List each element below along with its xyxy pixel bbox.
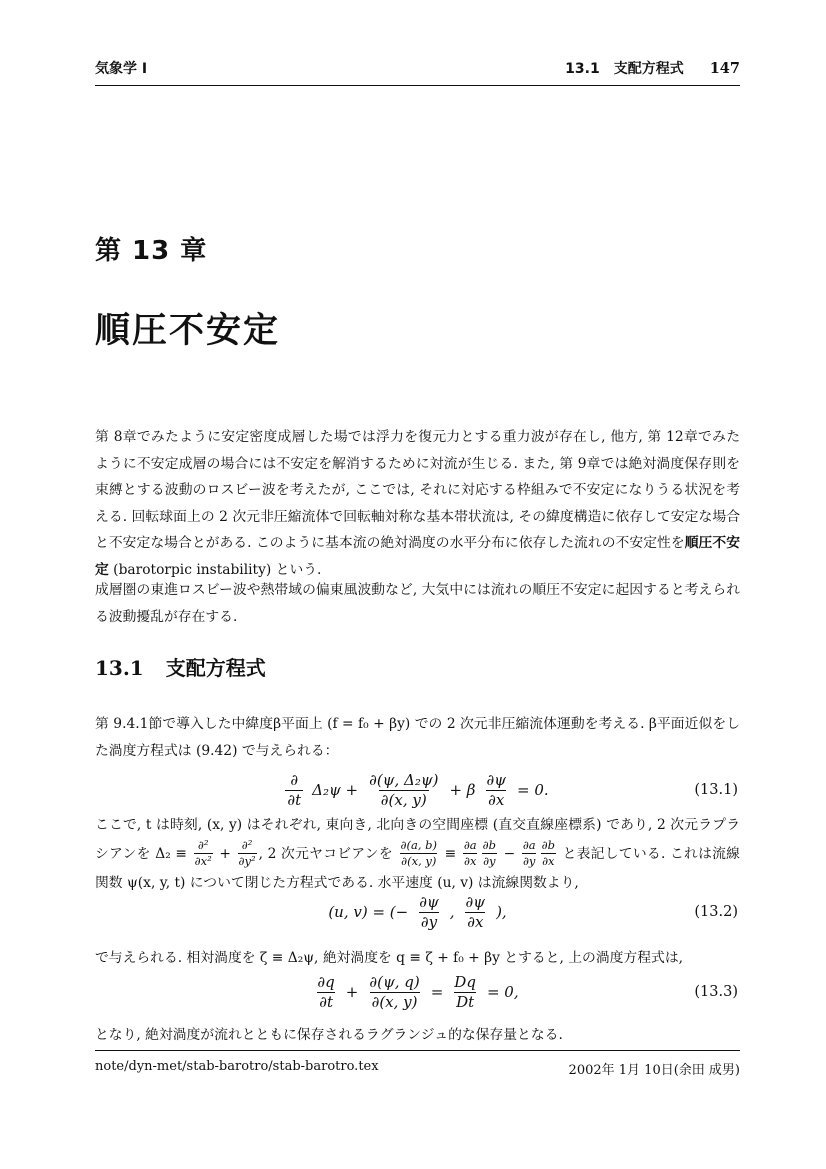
eq1-fraction-jacobian: [367, 771, 440, 810]
inline-fraction-d2dy2: [238, 838, 257, 869]
eq1-frac3-denominator: ∂x: [488, 790, 505, 809]
chapter-title: 順圧不安定: [95, 311, 281, 351]
header-section-ref: 13.1 支配方程式: [565, 61, 684, 77]
inline-fraction-jacobian: [400, 838, 438, 869]
eq3-fraction-jacobian: [367, 973, 421, 1012]
equation-13-1: [95, 766, 740, 814]
eq3-term-3: = 0,: [486, 983, 519, 1001]
page-footer: [95, 1050, 740, 1078]
inline-fraction-dbdy: [482, 838, 497, 869]
p4-frac2-num: ∂²: [241, 838, 253, 852]
eq1-frac1-numerator: ∂: [290, 770, 299, 789]
section-title: 支配方程式: [165, 656, 266, 680]
eq3-term-2: =: [430, 983, 444, 1001]
p4-frac3-den: ∂(x, y): [401, 853, 437, 868]
eq1-fraction-dpsidx: [484, 771, 508, 810]
eq3-frac1-numerator: ∂q: [317, 972, 335, 991]
inline-fraction-dadx: [463, 838, 478, 869]
eq2-frac2-denominator: ∂x: [467, 912, 484, 931]
p4-frac4-den: ∂x: [464, 853, 477, 868]
p4-frac1-den: ∂x²: [194, 853, 212, 868]
p4-frac6-den: ∂y: [522, 853, 536, 868]
inline-fraction-d2dx2: [194, 838, 213, 869]
eq3-fraction-dqdt: [315, 973, 336, 1012]
eq1-frac2-numerator: ∂(ψ, Δ₂ψ): [369, 770, 439, 789]
eq3-frac2-denominator: ∂(x, y): [371, 992, 418, 1011]
eq2-term-2: ,: [449, 903, 455, 921]
equation-number-13-1: (13.1): [694, 782, 738, 798]
inline-fraction-dbdx: [541, 838, 556, 869]
equation-13-2: [95, 888, 740, 936]
bold-term-barotropic-instability: 順圧不安定: [95, 535, 740, 578]
p4-frac5-den: ∂y: [483, 853, 496, 868]
p4-text-2: +: [214, 845, 236, 862]
p4-text-1: ここで, t は時刻, (x, y) はそれぞれ, 東向き, 北向きの空間座標 (直交直線座標系) であり, 2 次元ラプラシアンを Δ₂ ≡: [95, 817, 740, 862]
header-right-group: [565, 58, 740, 78]
paragraph-notation: [95, 812, 740, 897]
footer-file-path: note/dyn-met/stab-barotro/stab-barotro.tex: [95, 1059, 379, 1074]
p4-frac6-num: ∂a: [522, 838, 536, 852]
eq2-frac1-denominator: ∂y: [420, 912, 438, 931]
eq2-frac2-numerator: ∂ψ: [465, 892, 486, 911]
eq2-term-3: ),: [496, 903, 507, 921]
p4-frac7-num: ∂b: [541, 838, 555, 852]
equation-number-13-3: (13.3): [694, 984, 738, 1000]
paragraph-vorticity-defs: で与えられる. 相対渦度を ζ ≡ Δ₂ψ, 絶対渦度を q ≡ ζ + f₀ + βy とすると, 上の渦度方程式は,: [95, 950, 684, 966]
p4-frac4-num: ∂a: [463, 838, 477, 852]
eq1-frac2-denominator: ∂(x, y): [380, 790, 427, 809]
p4-text-5: −: [498, 845, 520, 862]
header-page-number: 147: [709, 60, 740, 77]
eq1-frac1-denominator: ∂t: [287, 790, 302, 809]
equation-13-3: [95, 968, 740, 1016]
p4-text-4: ≡: [440, 845, 461, 862]
header-course-title: 気象学 I: [95, 61, 148, 77]
section-number: 13.1: [95, 656, 144, 680]
page-header: [95, 58, 740, 86]
paragraph-examples: 成層圏の東進ロスビー波や熱帯域の偏東風波動など, 大気中には流れの順圧不安定に起因すると考えられる波動擾乱が存在する.: [95, 582, 740, 625]
p4-frac7-den: ∂x: [542, 853, 555, 868]
paragraph-intro-text-2: (barotorpic instability) という.: [108, 561, 322, 578]
eq2-frac1-numerator: ∂ψ: [419, 892, 439, 911]
p4-frac5-num: ∂b: [482, 838, 496, 852]
eq1-fraction-ddt: [285, 771, 303, 810]
inline-fraction-dady: [522, 838, 537, 869]
paragraph-intro-text-1: 第 8章でみたように安定密度成層した場では浮力を復元力とする重力波が存在し, 他方, 第 12章でみたように不安定成層の場合には不安定を解消するために対流が生じる. また, 第 9章では絶対渦度保存則を束縛とする波動のロスビー波を考えたが, ここでは, それに対応する枠組みで不安定になりうる状況を考える. 回転球面上の 2 次元非圧縮流体で回転軸対称な基本帯状流は, その緯度構造に依存して安定な場合と不安定な場合とがある. このように基本流の絶対渦度の水平分布に依存した流れの不安定性を: [95, 429, 740, 551]
paragraph-intro: [95, 424, 740, 583]
eq3-frac3-numerator: Dq: [454, 972, 476, 991]
eq2-term-1: (u, v) = (−: [328, 903, 409, 921]
p4-frac3-num: ∂(a, b): [400, 838, 437, 852]
eq1-term-2: + β: [449, 781, 476, 799]
paragraph-conclusion: となり, 絶対渦度が流れとともに保存されるラグランジュ的な保存量となる.: [95, 1027, 563, 1043]
eq2-fraction-dpsidx: [464, 893, 488, 932]
eq2-fraction-dpsidy: [417, 893, 441, 932]
p4-text-3: , 2 次元ヤコビアンを: [258, 845, 398, 862]
eq3-fraction-material-derivative: [452, 973, 478, 1012]
equation-number-13-2: (13.2): [694, 904, 738, 920]
p4-frac1-num: ∂²: [197, 838, 209, 852]
footer-date: 2002年 1月 10日(余田 成男): [568, 1063, 740, 1078]
eq1-term-1: Δ₂ψ +: [312, 781, 359, 799]
eq1-frac3-numerator: ∂ψ: [486, 770, 506, 789]
chapter-label: 第 13 章: [95, 236, 208, 266]
eq3-term-1: +: [345, 983, 359, 1001]
p4-frac2-den: ∂y²: [238, 853, 256, 868]
eq1-term-3: = 0.: [517, 781, 549, 799]
eq3-frac2-numerator: ∂(ψ, q): [369, 972, 420, 991]
section-heading: [95, 652, 740, 681]
eq3-frac3-denominator: Dt: [456, 992, 475, 1011]
eq3-frac1-denominator: ∂t: [319, 992, 333, 1011]
p4-text-6: と表記している. これは流線関数 ψ(x, y, t) について閉じた方程式である. 水平速度 (u, v) は流線関数より,: [95, 845, 740, 891]
paragraph-beta-plane: 第 9.4.1節で導入した中緯度β平面上 (f = f₀ + βy) での 2 次元非圧縮流体運動を考える. β平面近似をした渦度方程式は (9.42) で与えられる：: [95, 716, 740, 759]
